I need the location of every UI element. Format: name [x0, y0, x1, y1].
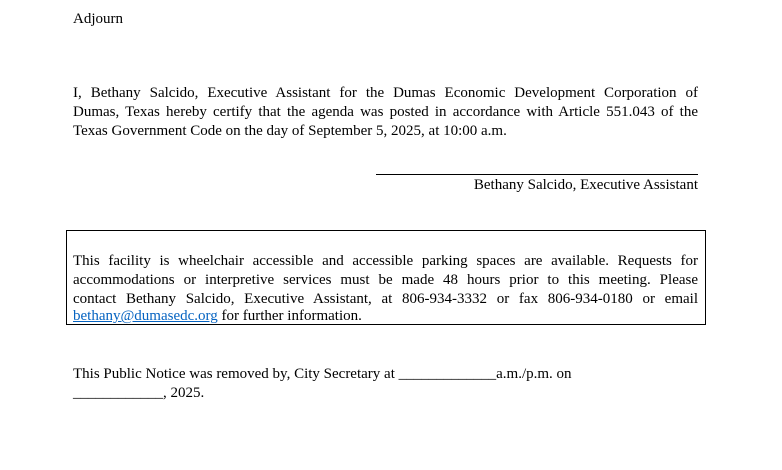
certification-line: Dumas, Texas hereby certify that the agenda was posted in accordance with Article 551.043 of the [73, 104, 698, 120]
notice-line: This facility is wheelchair accessible and accessible parking spaces are available. Requests for [73, 253, 698, 269]
signature-line [376, 174, 698, 175]
notice-line-rest: for further information. [217, 308, 362, 324]
certification-line: I, Bethany Salcido, Executive Assistant for the Dumas Economic Development Corporation of [73, 85, 698, 101]
removal-notice-line: This Public Notice was removed by, City Secretary at _____________a.m./p.m. on [73, 366, 572, 382]
removal-notice-line: ____________, 2025. [73, 385, 205, 401]
certification-line: Texas Government Code on the day of September 5, 2025, at 10:00 a.m. [73, 123, 507, 139]
adjourn-heading: Adjourn [73, 11, 123, 27]
signature-name-title: Bethany Salcido, Executive Assistant [473, 177, 698, 193]
notice-line: contact Bethany Salcido, Executive Assistant, at 806-934-3332 or fax 806-934-0180 or email [73, 291, 698, 307]
notice-line: accommodations or interpretive services must be made 48 hours prior to this meeting. Please [73, 272, 698, 288]
email-link[interactable]: bethany@dumasedc.org [73, 308, 218, 324]
notice-line [73, 307, 362, 325]
